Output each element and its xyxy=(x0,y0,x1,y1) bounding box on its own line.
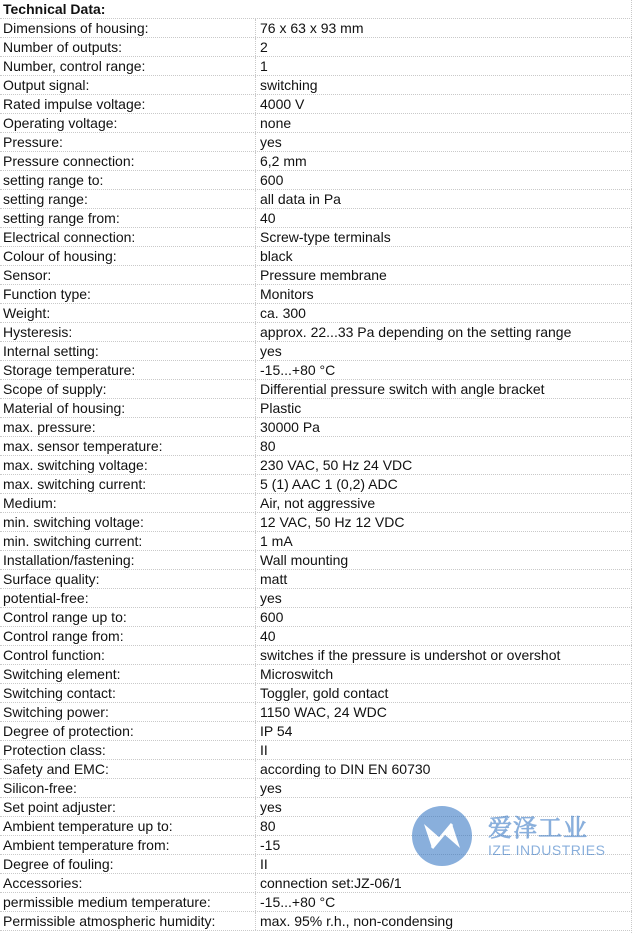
row-label: Operating voltage: xyxy=(3,115,118,131)
row-value: 76 x 63 x 93 mm xyxy=(255,19,632,37)
table-row xyxy=(0,285,632,304)
row-value: Toggler, gold contact xyxy=(255,684,632,702)
row-label: Set point adjuster: xyxy=(3,799,116,815)
row-label: Control function: xyxy=(3,647,105,663)
row-label: Control range from: xyxy=(3,628,124,644)
row-value: black xyxy=(255,247,632,265)
row-value: 1 xyxy=(255,57,632,75)
table-row xyxy=(0,380,632,399)
row-label: Safety and EMC: xyxy=(3,761,109,777)
table-row xyxy=(0,190,632,209)
row-value: II xyxy=(255,855,632,873)
table-row xyxy=(0,760,632,779)
row-label: Material of housing: xyxy=(3,400,126,416)
table-row xyxy=(0,323,632,342)
table-title: Technical Data: xyxy=(0,0,632,19)
row-label: Scope of supply: xyxy=(3,381,107,397)
table-row xyxy=(0,133,632,152)
table-row xyxy=(0,247,632,266)
row-value: yes xyxy=(255,589,632,607)
row-label: setting range to: xyxy=(3,172,104,188)
row-label: Internal setting: xyxy=(3,343,99,359)
row-label: Number of outputs: xyxy=(3,39,123,55)
row-value: 5 (1) AAC 1 (0,2) ADC xyxy=(255,475,632,493)
row-value: max. 95% r.h., non-condensing xyxy=(255,912,632,930)
row-value: 230 VAC, 50 Hz 24 VDC xyxy=(255,456,632,474)
row-label: Switching element: xyxy=(3,666,121,682)
row-label: Pressure connection: xyxy=(3,153,135,169)
table-row xyxy=(0,304,632,323)
table-row xyxy=(0,513,632,532)
table-row xyxy=(0,684,632,703)
row-label: Degree of fouling: xyxy=(3,856,114,872)
table-row xyxy=(0,570,632,589)
table-row xyxy=(0,798,632,817)
row-value: 4000 V xyxy=(255,95,632,113)
table-row xyxy=(0,342,632,361)
row-value: Differential pressure switch with angle bracket xyxy=(255,380,632,398)
row-label: Silicon-free: xyxy=(3,780,77,796)
table-row xyxy=(0,893,632,912)
row-value: 80 xyxy=(255,437,632,455)
table-body xyxy=(0,19,632,931)
watermark-cn-text: 爱泽工业 xyxy=(488,814,588,842)
table-row xyxy=(0,114,632,133)
table-row xyxy=(0,551,632,570)
row-label: Installation/fastening: xyxy=(3,552,135,568)
row-value: Air, not aggressive xyxy=(255,494,632,512)
row-label: Storage temperature: xyxy=(3,362,136,378)
row-value: 1 mA xyxy=(255,532,632,550)
row-label: max. switching current: xyxy=(3,476,147,492)
row-label: Degree of protection: xyxy=(3,723,134,739)
table-row xyxy=(0,703,632,722)
row-value: 1150 WAC, 24 WDC xyxy=(255,703,632,721)
table-row xyxy=(0,361,632,380)
row-value: yes xyxy=(255,779,632,797)
row-label: Switching power: xyxy=(3,704,109,720)
row-label: Hysteresis: xyxy=(3,324,73,340)
watermark-en-text: IZE INDUSTRIES xyxy=(488,842,606,858)
row-value: all data in Pa xyxy=(255,190,632,208)
table-row xyxy=(0,836,632,855)
row-label: setting range from: xyxy=(3,210,120,226)
table-row xyxy=(0,399,632,418)
row-label: min. switching current: xyxy=(3,533,143,549)
row-label: Electrical connection: xyxy=(3,229,136,245)
table-row xyxy=(0,38,632,57)
table-row xyxy=(0,779,632,798)
row-label: Ambient temperature from: xyxy=(3,837,170,853)
row-label: Output signal: xyxy=(3,77,90,93)
table-row xyxy=(0,228,632,247)
row-value: Plastic xyxy=(255,399,632,417)
row-label: Control range up to: xyxy=(3,609,127,625)
row-label: Colour of housing: xyxy=(3,248,117,264)
row-label: Dimensions of housing: xyxy=(3,20,149,36)
row-value: switching xyxy=(255,76,632,94)
table-row xyxy=(0,874,632,893)
row-value: ca. 300 xyxy=(255,304,632,322)
table-row xyxy=(0,456,632,475)
row-value: 600 xyxy=(255,171,632,189)
table-row xyxy=(0,741,632,760)
table-row xyxy=(0,76,632,95)
row-label: Pressure: xyxy=(3,134,63,150)
row-label: min. switching voltage: xyxy=(3,514,144,530)
row-value: Screw-type terminals xyxy=(255,228,632,246)
table-row xyxy=(0,57,632,76)
row-value: switches if the pressure is undershot or overshot xyxy=(255,646,632,664)
table-row xyxy=(0,209,632,228)
row-value: 80 xyxy=(255,817,632,835)
row-label: Medium: xyxy=(3,495,57,511)
table-row xyxy=(0,855,632,874)
table-row xyxy=(0,817,632,836)
row-value: -15...+80 °C xyxy=(255,361,632,379)
table-row xyxy=(0,266,632,285)
row-label: permissible medium temperature: xyxy=(3,894,211,910)
table-row xyxy=(0,171,632,190)
row-value: Wall mounting xyxy=(255,551,632,569)
row-value: none xyxy=(255,114,632,132)
row-label: Rated impulse voltage: xyxy=(3,96,146,112)
row-label: setting range: xyxy=(3,191,88,207)
row-label: potential-free: xyxy=(3,590,89,606)
row-value: yes xyxy=(255,798,632,816)
table-row xyxy=(0,19,632,38)
table-row xyxy=(0,912,632,931)
row-value: according to DIN EN 60730 xyxy=(255,760,632,778)
table-row xyxy=(0,589,632,608)
row-label: Switching contact: xyxy=(3,685,116,701)
row-value: -15 xyxy=(255,836,632,854)
row-value: II xyxy=(255,741,632,759)
table-row xyxy=(0,437,632,456)
table-row xyxy=(0,475,632,494)
row-value: yes xyxy=(255,133,632,151)
table-row xyxy=(0,95,632,114)
row-value: 2 xyxy=(255,38,632,56)
table-row xyxy=(0,152,632,171)
table-row xyxy=(0,646,632,665)
row-label: Surface quality: xyxy=(3,571,100,587)
row-label: max. sensor temperature: xyxy=(3,438,163,454)
row-label: Protection class: xyxy=(3,742,106,758)
row-value: approx. 22...33 Pa depending on the setting range xyxy=(255,323,632,341)
table-row xyxy=(0,418,632,437)
row-value: connection set:JZ-06/1 xyxy=(255,874,632,892)
row-value: 12 VAC, 50 Hz 12 VDC xyxy=(255,513,632,531)
row-value: Pressure membrane xyxy=(255,266,632,284)
row-value: Monitors xyxy=(255,285,632,303)
row-label: Number, control range: xyxy=(3,58,146,74)
row-value: 30000 Pa xyxy=(255,418,632,436)
row-label: Ambient temperature up to: xyxy=(3,818,173,834)
row-value: 40 xyxy=(255,209,632,227)
table-row xyxy=(0,494,632,513)
row-value: IP 54 xyxy=(255,722,632,740)
row-value: Microswitch xyxy=(255,665,632,683)
row-value: -15...+80 °C xyxy=(255,893,632,911)
table-row xyxy=(0,665,632,684)
row-value: 6,2 mm xyxy=(255,152,632,170)
row-label: Function type: xyxy=(3,286,91,302)
row-value: yes xyxy=(255,342,632,360)
row-label: max. pressure: xyxy=(3,419,96,435)
row-label: Accessories: xyxy=(3,875,83,891)
table-row xyxy=(0,627,632,646)
row-value: 600 xyxy=(255,608,632,626)
row-value: matt xyxy=(255,570,632,588)
table-row xyxy=(0,532,632,551)
row-label: Weight: xyxy=(3,305,51,321)
table-row xyxy=(0,608,632,627)
table-row xyxy=(0,722,632,741)
row-value: 40 xyxy=(255,627,632,645)
row-label: Permissible atmospheric humidity: xyxy=(3,913,216,929)
row-label: max. switching voltage: xyxy=(3,457,148,473)
row-label: Sensor: xyxy=(3,267,52,283)
